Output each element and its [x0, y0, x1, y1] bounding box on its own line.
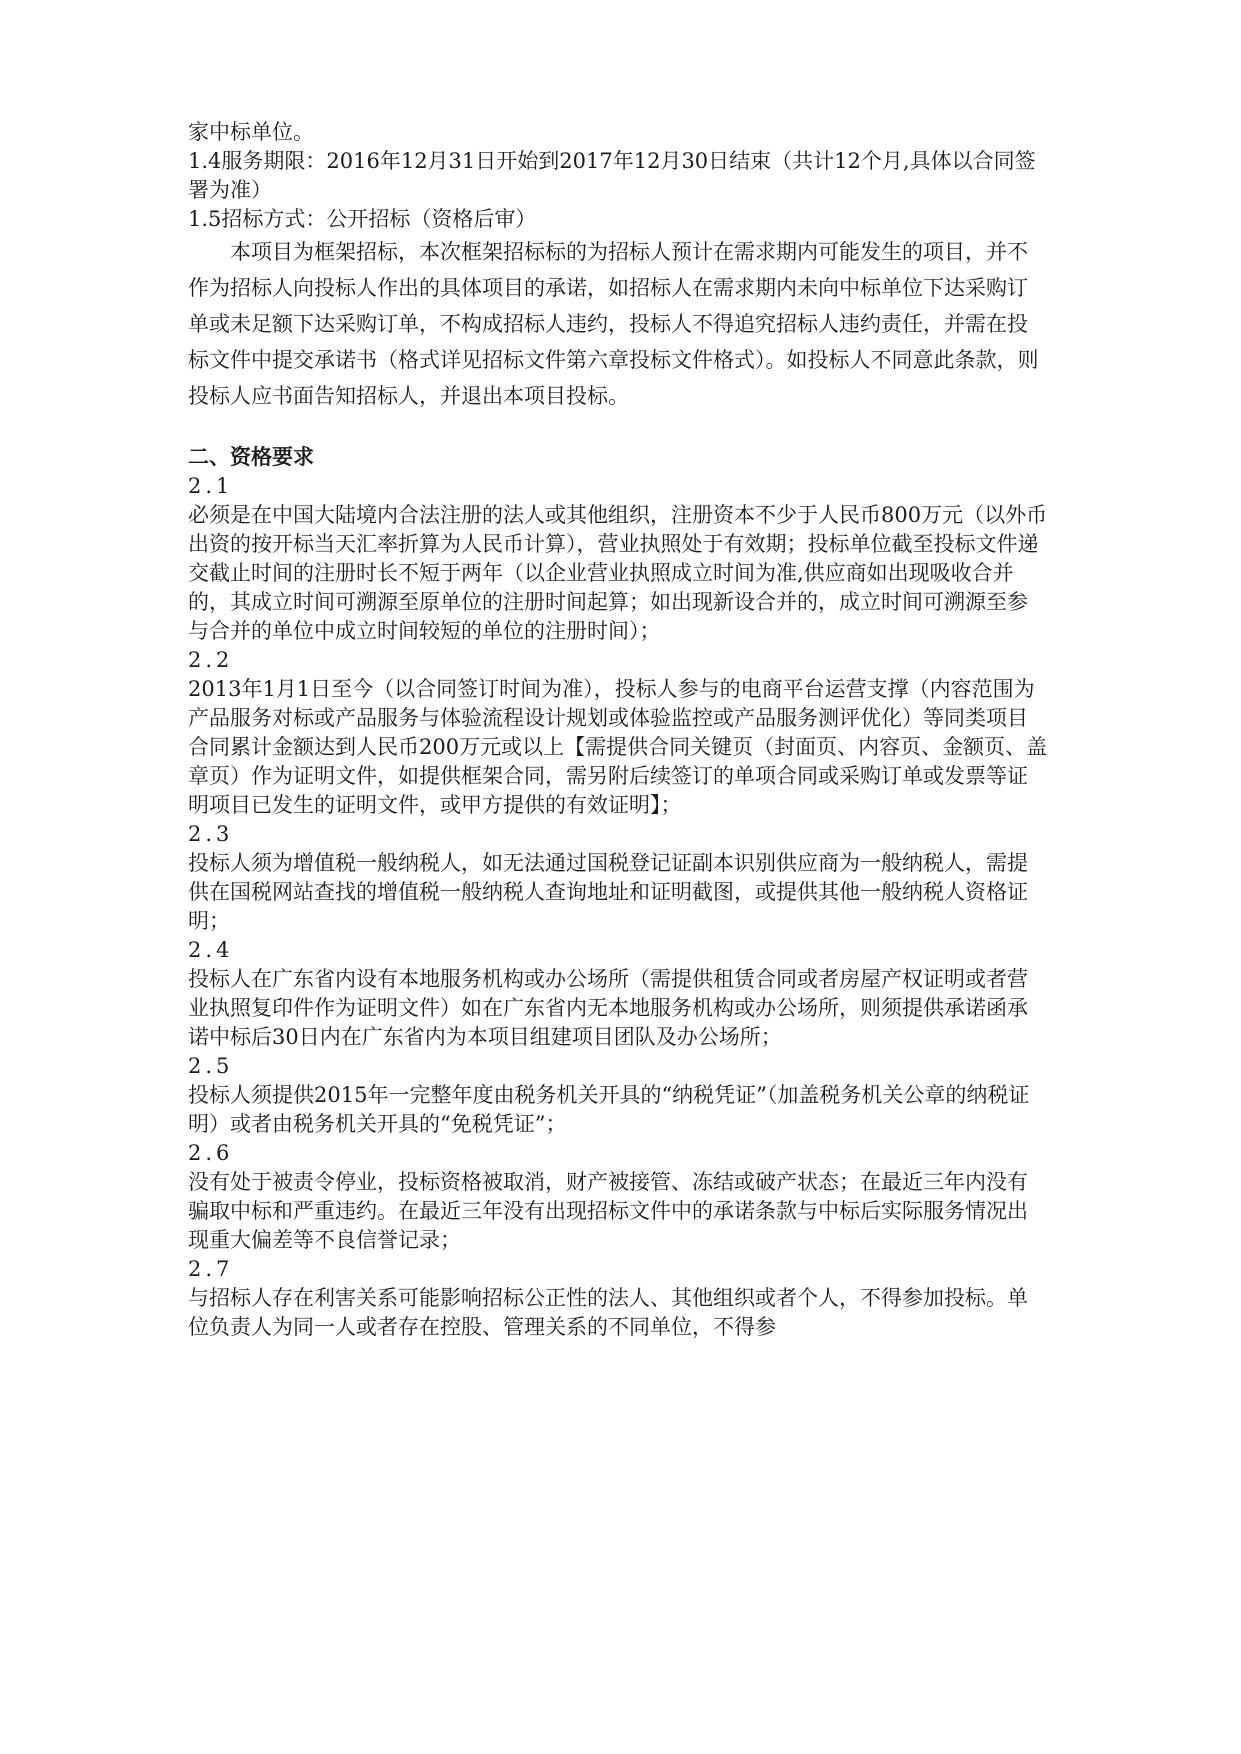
- item-number: 2.2: [188, 648, 234, 672]
- item-number: 2.3: [188, 822, 234, 846]
- text-line: 家中标单位。: [188, 120, 314, 144]
- item-number: 2.6: [188, 1141, 234, 1165]
- item-text: 2013年1月1日至今（以合同签订时间为准），投标人参与的电商平台运营支撑（内容范围为产品服务对标或产品服务与体验流程设计规划或体验监控或产品服务测评优化）等同类项目合同累计金额达到人民币200万元或以上【需提供合同关键页（封面页、内容页、金额页、盖章页）作为证明文件，如提供框架合同，需另附后续签订的单项合同或采购订单或发票等证明项目已发生的证明文件，或甲方提供的有效证明】；: [188, 677, 1048, 817]
- item-text: 没有处于被责令停业，投标资格被取消，财产被接管、冻结或破产状态；在最近三年内没有骗取中标和严重违约。在最近三年没有出现招标文件中的承诺条款与中标后实际服务情况出现重大偏差等不良信誉记录；: [188, 1170, 1028, 1252]
- framework-tender-paragraph: 本项目为框架招标，本次框架招标标的为招标人预计在需求期内可能发生的项目，并不作为招标人向投标人作出的具体项目的承诺，如招标人在需求期内未向中标单位下达采购订单或未足额下达采购订单，不构成招标人违约，投标人不得追究招标人违约责任，并需在投标文件中提交承诺书（格式详见招标文件第六章投标文件格式）。如投标人不同意此条款，则投标人应书面告知招标人，并退出本项目投标。: [188, 240, 1039, 408]
- item-number: 2.7: [188, 1257, 234, 1281]
- tender-method-line: 1.5招标方式：公开招标（资格后审）: [188, 207, 537, 231]
- document-page: [188, 118, 1048, 1342]
- item-number: 2.5: [188, 1054, 234, 1078]
- section-heading: 二、资格要求: [188, 445, 314, 469]
- item-text: 投标人须提供2015年一完整年度由税务机关开具的“纳税凭证”（加盖税务机关公章的纳税证明）或者由税务机关开具的“免税凭证”；: [188, 1083, 1030, 1136]
- item-number: 2.1: [188, 474, 234, 498]
- item-text: 必须是在中国大陆境内合法注册的法人或其他组织，注册资本不少于人民币800万元（以外币出资的按开标当天汇率折算为人民币计算），营业执照处于有效期；投标单位截至投标文件递交截止时间的注册时长不短于两年（以企业营业执照成立时间为准,供应商如出现吸收合并的，其成立时间可溯源至原单位的注册时间起算；如出现新设合并的，成立时间可溯源至参与合并的单位中成立时间较短的单位的注册时间）；: [188, 503, 1048, 643]
- item-text: 与招标人存在利害关系可能影响招标公正性的法人、其他组织或者个人，不得参加投标。单位负责人为同一人或者存在控股、管理关系的不同单位，不得参: [188, 1286, 1028, 1339]
- service-period-line: 1.4服务期限：2016年12月31日开始到2017年12月30日结束（共计12个月,具体以合同签署为准）: [188, 149, 1036, 202]
- item-number: 2.4: [188, 938, 234, 962]
- item-text: 投标人须为增值税一般纳税人，如无法通过国税登记证副本识别供应商为一般纳税人，需提供在国税网站查找的增值税一般纳税人查询地址和证明截图，或提供其他一般纳税人资格证明；: [188, 851, 1028, 933]
- item-text: 投标人在广东省内设有本地服务机构或办公场所（需提供租赁合同或者房屋产权证明或者营业执照复印件作为证明文件）如在广东省内无本地服务机构或办公场所，则须提供承诺函承诺中标后30日内在广东省内为本项目组建项目团队及办公场所；: [188, 967, 1028, 1049]
